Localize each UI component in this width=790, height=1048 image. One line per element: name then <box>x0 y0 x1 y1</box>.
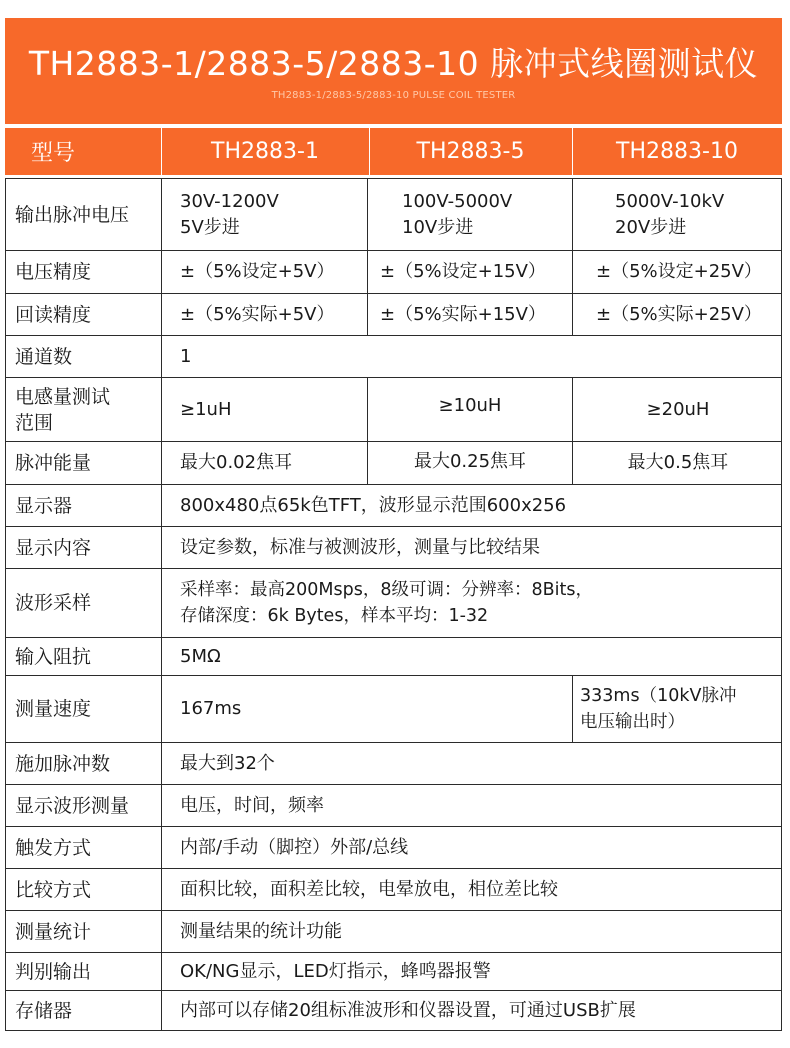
table-row <box>6 910 781 952</box>
cell-th2883-1: ±（5%设定+5V） <box>180 261 335 282</box>
row-label: 回读精度 <box>6 294 162 335</box>
cell-th2883-1: 30V-1200V 5V步进 <box>180 190 279 238</box>
table-row <box>6 484 781 526</box>
table-row <box>6 377 781 441</box>
row-label: 存储器 <box>6 991 162 1030</box>
cell-value: 测量结果的统计功能 <box>180 920 342 942</box>
row-label: 输入阻抗 <box>6 638 162 675</box>
table-row <box>6 990 781 1030</box>
table-row <box>6 335 781 377</box>
cell-th2883-10: 最大0.5焦耳 <box>627 452 729 473</box>
row-label: 测量速度 <box>6 676 162 742</box>
cell-value: 最大到32个 <box>180 752 275 774</box>
cell-th2883-5: 100V-5000V 10V步进 <box>402 190 513 238</box>
table-row <box>6 784 781 826</box>
cell-value: 采样率：最高200Msps，8级可调：分辨率：8Bits， 存储深度：6k Bytes，样本平均：1-32 <box>180 580 593 626</box>
column-header-th2883-5: TH2883-5 <box>416 139 525 164</box>
row-label: 电感量测试 范围 <box>6 378 162 441</box>
cell-th2883-10: 5000V-10kV 20V步进 <box>615 190 725 238</box>
table-row <box>6 826 781 868</box>
row-label: 触发方式 <box>6 827 162 868</box>
table-row <box>6 952 781 990</box>
table-row <box>6 441 781 484</box>
row-label: 显示器 <box>6 485 162 526</box>
cell-th2883-1-5: 167ms <box>180 698 242 719</box>
table-row <box>6 868 781 910</box>
cell-value: 内部可以存储20组标准波形和仪器设置，可通过USB扩展 <box>180 999 636 1021</box>
cell-th2883-5: ≥10uH <box>438 395 502 416</box>
table-row <box>6 293 781 335</box>
table-header <box>5 128 782 175</box>
column-header-th2883-1: TH2883-1 <box>211 139 319 164</box>
row-label: 比较方式 <box>6 869 162 910</box>
column-header-th2883-10: TH2883-10 <box>616 139 738 164</box>
table-row <box>6 742 781 784</box>
cell-value: OK/NG显示，LED灯指示，蜂鸣器报警 <box>180 960 491 982</box>
row-label: 波形采样 <box>6 569 162 637</box>
row-label: 电压精度 <box>6 251 162 293</box>
row-label: 施加脉冲数 <box>6 743 162 784</box>
cell-value: 1 <box>180 345 192 367</box>
table-row <box>6 675 781 742</box>
row-label: 测量统计 <box>6 911 162 952</box>
cell-value: 设定参数，标准与被测波形，测量与比较结果 <box>180 536 540 558</box>
cell-th2883-10: 333ms（10kV脉冲 电压输出时） <box>580 686 737 732</box>
row-label: 输出脉冲电压 <box>6 179 162 250</box>
cell-th2883-5: 最大0.25焦耳 <box>413 451 527 472</box>
table-row <box>6 637 781 675</box>
table-row <box>6 250 781 293</box>
cell-th2883-10: ±（5%实际+25V） <box>596 303 762 325</box>
cell-value: 5MΩ <box>180 645 221 667</box>
cell-th2883-5: ±（5%实际+15V） <box>380 303 546 325</box>
cell-th2883-1: 最大0.02焦耳 <box>180 452 293 473</box>
cell-th2883-10: ±（5%设定+25V） <box>596 261 762 282</box>
table-row <box>6 179 781 250</box>
cell-value: 电压，时间，频率 <box>180 794 324 816</box>
cell-th2883-5: ±（5%设定+15V） <box>380 261 546 282</box>
row-label: 通道数 <box>6 336 162 377</box>
row-label: 显示波形测量 <box>6 785 162 826</box>
cell-value: 内部/手动（脚控）外部/总线 <box>180 836 409 858</box>
spec-table <box>5 178 782 1031</box>
title-banner <box>5 18 782 124</box>
column-header-model: 型号 <box>31 141 76 166</box>
table-row <box>6 568 781 637</box>
table-row <box>6 526 781 568</box>
cell-th2883-10: ≥20uH <box>646 398 710 420</box>
row-label: 判别输出 <box>6 953 162 990</box>
page-subtitle: TH2883-1/2883-5/2883-10 PULSE COIL TESTER <box>271 90 516 101</box>
cell-value: 800x480点65k色TFT，波形显示范围600x256 <box>180 494 567 516</box>
cell-th2883-1: ±（5%实际+5V） <box>180 303 335 325</box>
page-title: TH2883-1/2883-5/2883-10 脉冲式线圈测试仪 <box>28 44 759 83</box>
cell-th2883-1: ≥1uH <box>180 398 232 420</box>
row-label: 显示内容 <box>6 527 162 568</box>
row-label: 脉冲能量 <box>6 442 162 484</box>
cell-value: 面积比较，面积差比较，电晕放电，相位差比较 <box>180 878 558 900</box>
